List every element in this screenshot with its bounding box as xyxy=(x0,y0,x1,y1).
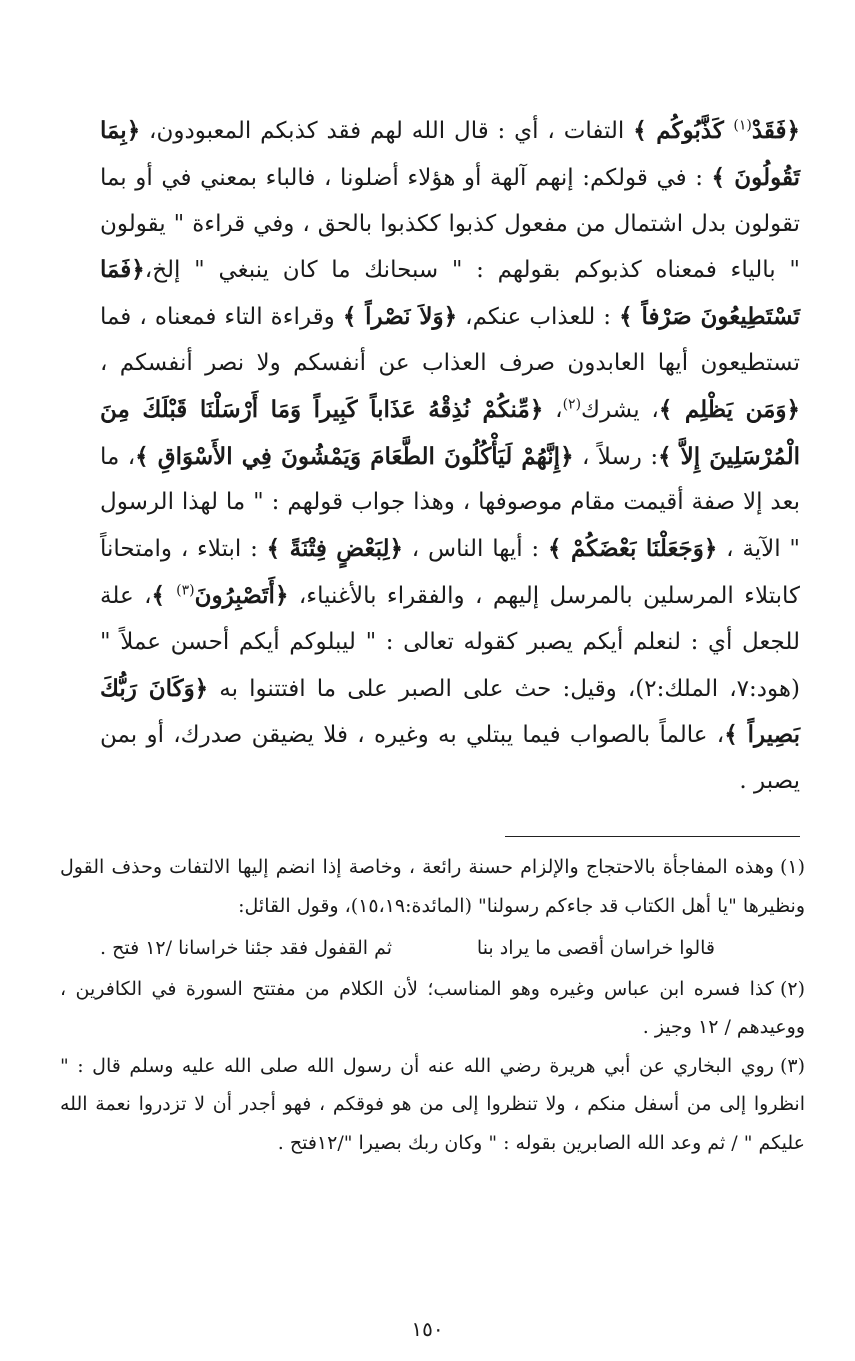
footnote-text: كذا فسره ابن عباس وغيره وهو المناسب؛ لأن الكلام من مفتتح السورة في الكافرين ، ووعيدهم / ١٢ وجيز . xyxy=(60,977,805,1038)
footnotes-section xyxy=(60,848,805,1162)
quran-text: كَذَّبُوكُم ﴾ xyxy=(633,117,734,144)
quran-text: ﴿لِبَعْضٍ فِتْنَةً ﴾ xyxy=(266,535,404,563)
footnote-number: (٣) xyxy=(779,1054,805,1077)
quran-text: ﴾ xyxy=(151,581,177,609)
footnote-2 xyxy=(60,970,805,1047)
footnote-ref: (١) xyxy=(733,117,752,134)
commentary-text: : أيها الناس ، xyxy=(403,536,548,563)
verse-second-hemistich: ثم القفول فقد جئنا خراسانا /١٢ فتح . xyxy=(100,937,393,959)
footnote-ref: (٢) xyxy=(562,396,582,413)
verse-first-hemistich: قالوا خراسان أقصى ما يراد بنا xyxy=(476,937,715,959)
quran-text: ﴿مِّنكُمْ نُذِقْهُ عَذَاباً كَبِيراً وَمَا أَرْسَلْنَا قَبْلَكَ مِنَ الْمُرْسَلِينَ إِلاَّ ﴾ xyxy=(100,395,801,470)
commentary-text: التفات ، أي : قال الله لهم فقد كذبكم المعبودون، xyxy=(140,118,634,144)
commentary-text: ، عالماً بالصواب فيما يبتلي به وغيره ، فلا يضيقن صدرك، أو بمن يصبر . xyxy=(100,722,800,795)
quran-text: ﴿فَمَا تَسْتَطِيعُونَ صَرْفاً ﴾ xyxy=(100,256,801,331)
quran-text: ﴿وَمَن يَظْلِم ﴾ xyxy=(658,395,800,423)
footnote-number: (٢) xyxy=(779,977,805,1000)
quran-text: ﴿وَجَعَلْنَا بَعْضَكُمْ ﴾ xyxy=(547,535,718,563)
quran-text: ﴿إِنَّهُمْ لَيَأْكُلُونَ الطَّعَامَ وَيَمْشُونَ فِي الأَسْوَاقِ ﴾ xyxy=(135,442,574,470)
quran-text: ﴿أَتَصْبِرُونَ xyxy=(194,581,289,609)
footnote-3 xyxy=(60,1047,805,1163)
commentary-text: : رسلاً ، xyxy=(573,443,659,470)
page-number: ١٥٠ xyxy=(411,1317,444,1341)
commentary-text: ، يشرك xyxy=(581,396,659,423)
footnote-1 xyxy=(60,848,805,968)
commentary-text: ، علة للجعل أي : لنعلم أيكم يصبر كقوله تعالى : " ليبلوكم أيكم أحسن عملاً " (هود:٧، الملك:٢)، وقيل: حث على الصبر على ما افتتنوا به xyxy=(100,582,800,702)
commentary-text: وقراءة التاء فمعناه ، فما تستطيعون أيها العابدون صرف العذاب عن أنفسكم ولا نصر أنفسكم ، xyxy=(100,304,800,376)
commentary-text: ، ما بعد إلا صفة أقيمت مقام موصوفها ، وهذا جواب قولهم : " ما لهذا الرسول " الآية ، xyxy=(100,443,800,563)
quran-text: ﴿وَكَانَ رَبُّكَ بَصِيراً ﴾ xyxy=(100,674,800,749)
footnote-ref: (٣) xyxy=(176,582,195,599)
footnote-text: روي البخاري عن أبي هريرة رضي الله عنه أن رسول الله صلى الله عليه وسلم قال : " انظروا إلى من أسفل منكم ، ولا تنظروا إلى من هو فوقكم ، فهو أجدر أن لا تزدروا نعمة الله عليكم " / ثم وعد الله الصابرين بقوله : " وكان ربك بصيرا "/١٢فتح . xyxy=(60,1054,805,1154)
quran-text: ﴿فَقَدْ xyxy=(751,117,800,144)
tafsir-paragraph xyxy=(100,108,800,805)
commentary-text: : في قولكم: إنهم آلهة أو هؤلاء أضلونا ، فالباء بمعني في أو بما تقولون بدل اشتمال من مفعول كذبوا ككذبوا بالحق ، وفي قراءة " يقولون " بالياء فمعناه كذبوكم بقولهم : " سبحانك ما كان ينبغي " إلخ، xyxy=(100,164,800,284)
footnote-text: وهذه المفاجأة بالاحتجاج والإلزام حسنة رائعة ، وخاصة إذا انضم إليها الالتفات وحذف القول ونظيرها "يا أهل الكتاب قد جاءكم رسولنا" (المائدة:١٥،١٩)، وقول القائل: xyxy=(60,856,805,917)
commentary-text: ، xyxy=(543,396,563,423)
footnote-number: (١) xyxy=(779,856,805,878)
poetry-verse xyxy=(60,929,805,968)
commentary-text: : للعذاب عنكم، xyxy=(457,304,620,331)
quran-text: ﴿بِمَا تَقُولُونَ ﴾ xyxy=(100,117,800,191)
tafsir-body xyxy=(100,108,800,805)
footnote-divider xyxy=(505,836,800,837)
commentary-text: : ابتلاء ، وامتحاناً كابتلاء المرسلين بالمرسل إليهم ، والفقراء بالأغنياء، xyxy=(100,536,801,609)
quran-text: ﴿وَلاَ نَصْراً ﴾ xyxy=(342,303,458,331)
